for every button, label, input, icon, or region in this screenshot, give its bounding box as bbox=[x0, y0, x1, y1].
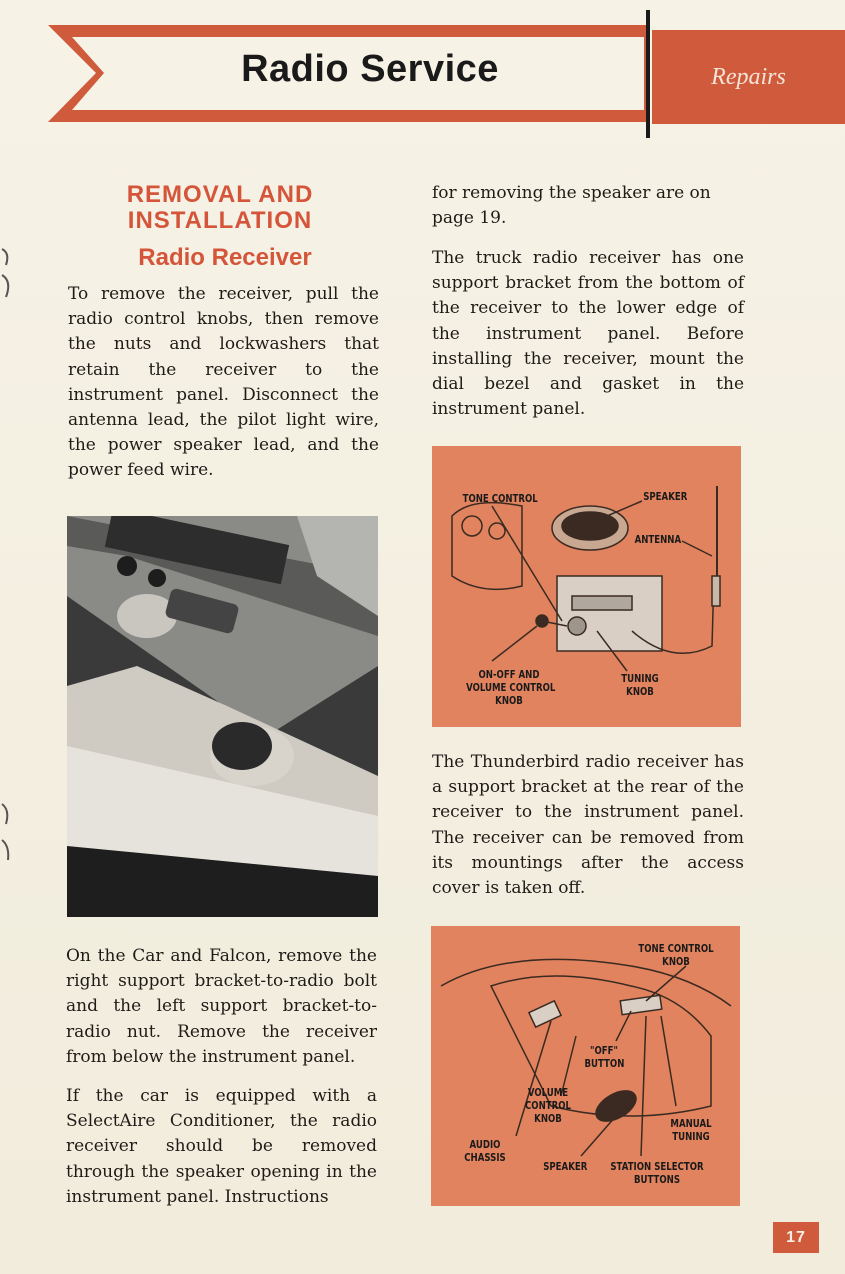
label-tone-control: TONE CONTROL bbox=[462, 492, 538, 505]
label-manual-tuning bbox=[666, 1117, 716, 1143]
label-line: VOLUME CONTROL bbox=[466, 681, 556, 694]
label-speaker: SPEAKER bbox=[643, 490, 688, 503]
label-volume-control-knob bbox=[521, 1086, 576, 1125]
binder-mark bbox=[0, 245, 12, 305]
label-line: BUTTONS bbox=[633, 1173, 681, 1186]
label-tuning-knob bbox=[617, 672, 664, 698]
label-line: KNOB bbox=[626, 685, 654, 698]
label-on-off bbox=[466, 668, 556, 707]
body-paragraph: On the Car and Falcon, remove the right support bracket-to-radio bolt and the left support bracket-to-radio nut. Remove the receiver from below the instrument panel. bbox=[66, 946, 377, 1067]
label-line: MANUAL bbox=[670, 1117, 712, 1130]
truck-radio-diagram bbox=[432, 446, 741, 727]
section-heading: REMOVAL AND INSTALLATION bbox=[126, 181, 314, 234]
page-title: Radio Service bbox=[241, 48, 499, 90]
label-off-button bbox=[585, 1044, 624, 1070]
label-line: AUDIO bbox=[469, 1138, 501, 1151]
label-line: VOLUME bbox=[527, 1086, 569, 1099]
label-audio-chassis bbox=[462, 1138, 509, 1164]
label-line: CONTROL bbox=[525, 1099, 571, 1112]
label-line: CHASSIS bbox=[464, 1151, 506, 1164]
label-tone-control-knob bbox=[637, 942, 715, 968]
label-line: BUTTON bbox=[584, 1057, 625, 1070]
label-line: "OFF" bbox=[590, 1044, 618, 1057]
photo-mechanic-under-dash bbox=[67, 516, 378, 917]
label-line: TONE CONTROL bbox=[638, 942, 714, 955]
label-line: KNOB bbox=[534, 1112, 562, 1125]
body-paragraph: The truck radio receiver has one support bracket from the bottom of the receiver to the lower edge of the instrument panel. Before installing the receiver, mount the dial bezel and gasket in the instrument panel. bbox=[432, 248, 744, 420]
label-line: STATION SELECTOR bbox=[610, 1160, 704, 1173]
body-paragraph: The Thunderbird radio receiver has a support bracket at the rear of the receiver to the instrument panel. The receiver can be removed from its mountings after the access cover is taken off. bbox=[432, 752, 744, 899]
body-paragraph: To remove the receiver, pull the radio control knobs, then remove the nuts and lockwashers that retain the receiver to the instrument panel. Disconnect the antenna lead, the pilot light wire, the power speaker lead, and the power feed wire. bbox=[68, 284, 379, 481]
label-line: ON-OFF AND bbox=[478, 668, 540, 681]
label-speaker: SPEAKER bbox=[543, 1160, 588, 1173]
section-label: Repairs bbox=[711, 63, 786, 90]
label-line: TUNING bbox=[672, 1130, 710, 1143]
label-line: KNOB bbox=[662, 955, 690, 968]
body-paragraph: for removing the speaker are on page 19. bbox=[432, 183, 711, 229]
label-antenna: ANTENNA bbox=[634, 533, 682, 546]
label-line: KNOB bbox=[495, 694, 523, 707]
subheading: Radio Receiver bbox=[138, 244, 312, 271]
thunderbird-radio-diagram bbox=[431, 926, 740, 1206]
label-station-selector bbox=[610, 1160, 704, 1186]
page-number: 17 bbox=[773, 1222, 819, 1253]
binder-mark bbox=[0, 800, 12, 860]
body-paragraph: If the car is equipped with a SelectAire Conditioner, the radio receiver should be removed through the speaker opening in the instrument panel. Instructions bbox=[66, 1086, 377, 1207]
label-line: TUNING bbox=[621, 672, 659, 685]
